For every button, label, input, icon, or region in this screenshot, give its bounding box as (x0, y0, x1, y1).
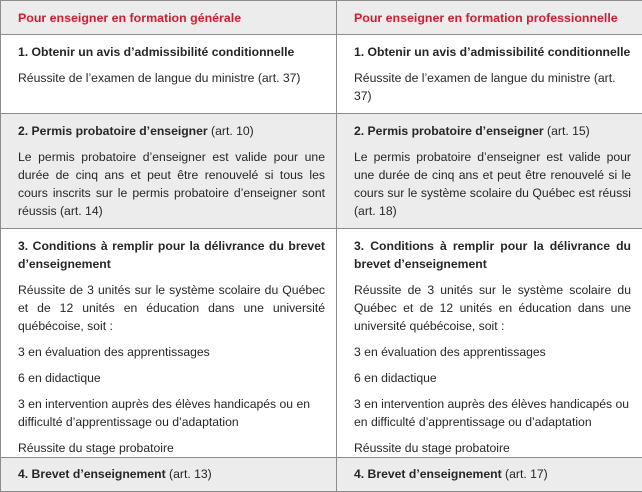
section-title (354, 465, 631, 483)
section-text: Réussite de l’examen de langue du ministre (art. 37) (354, 69, 631, 105)
section-title (18, 465, 325, 483)
section-title (354, 122, 631, 140)
cell-general-conditions (1, 229, 337, 458)
cell-professional-admissibility (337, 35, 642, 114)
list-item: 3 en intervention auprès des élèves handicapés ou en difficulté d’apprentissage ou d’adaptation (18, 395, 325, 431)
column-header-professional: Pour enseigner en formation professionnelle (337, 1, 642, 35)
section-text: Le permis probatoire d’enseigner est valide pour une durée de cinq ans et peut être renouvelé si le cours sur le système scolaire du Québec est réussi (art. 18) (354, 148, 631, 220)
table-header-row (1, 1, 642, 35)
list-item: 3 en évaluation des apprentissages (18, 343, 325, 361)
section-title: 3. Conditions à remplir pour la délivrance du brevet d’enseignement (18, 237, 325, 273)
cell-general-licence (1, 458, 337, 492)
section-title: 1. Obtenir un avis d’admissibilité conditionnelle (354, 43, 631, 61)
list-item: 6 en didactique (354, 369, 631, 387)
section-title-text: 4. Brevet d’enseignement (18, 467, 166, 481)
cell-general-permit (1, 114, 337, 229)
section-text: Réussite de l’examen de langue du ministre (art. 37) (18, 69, 325, 87)
table-row-teaching-licence (1, 458, 642, 492)
section-text: Réussite de 3 unités sur le système scolaire du Québec et de 12 unités en éducation dans une université québécoise, soit : (354, 281, 631, 335)
section-title: 3. Conditions à remplir pour la délivrance du brevet d’enseignement (354, 237, 631, 273)
list-item: Réussite du stage probatoire (18, 439, 325, 457)
list-item: 3 en évaluation des apprentissages (354, 343, 631, 361)
list-item: Réussite du stage probatoire (354, 439, 631, 457)
table-row-admissibility (1, 35, 642, 114)
section-title: 1. Obtenir un avis d’admissibilité conditionnelle (18, 43, 325, 61)
section-title-text: 2. Permis probatoire d’enseigner (18, 124, 208, 138)
table-row-probationary-permit (1, 114, 642, 229)
list-item: 3 en intervention auprès des élèves handicapés ou en difficulté d’apprentissage ou d’adaptation (354, 395, 631, 431)
cell-professional-permit (337, 114, 642, 229)
article-ref: (art. 13) (166, 467, 212, 481)
article-ref: (art. 10) (208, 124, 254, 138)
article-ref: (art. 17) (502, 467, 548, 481)
section-title (18, 122, 325, 140)
table-row-conditions (1, 229, 642, 458)
section-text: Le permis probatoire d’enseigner est valide pour une durée de cinq ans et peut être renouvelé si tous les cours inscrits sur le permis probatoire d’enseigner sont réussis (art. 14) (18, 148, 325, 220)
cell-professional-licence (337, 458, 642, 492)
article-ref: (art. 15) (544, 124, 590, 138)
cell-general-admissibility (1, 35, 337, 114)
column-header-general: Pour enseigner en formation générale (1, 1, 337, 35)
section-title-text: 4. Brevet d’enseignement (354, 467, 502, 481)
list-item: 6 en didactique (18, 369, 325, 387)
section-title-text: 2. Permis probatoire d’enseigner (354, 124, 544, 138)
section-text: Réussite de 3 unités sur le système scolaire du Québec et de 12 unités en éducation dans une université québécoise, soit : (18, 281, 325, 335)
cell-professional-conditions (337, 229, 642, 458)
